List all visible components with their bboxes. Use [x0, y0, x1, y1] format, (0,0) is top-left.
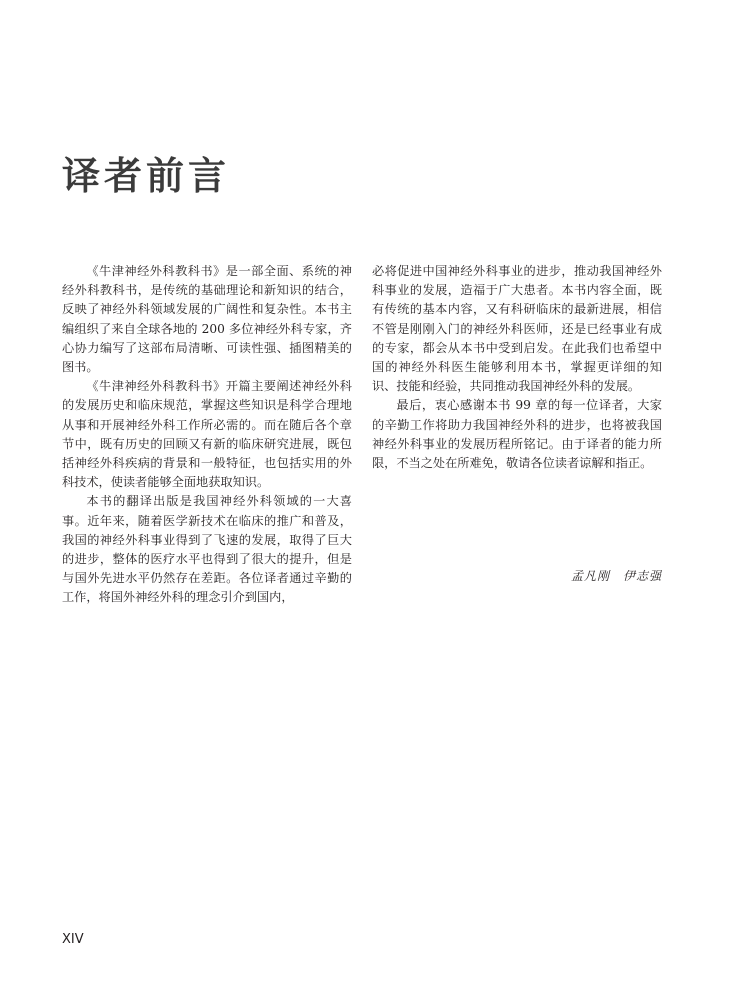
preface-paragraph-2: 《牛津神经外科教科书》开篇主要阐述神经外科的发展历史和临床规范，掌握这些知识是科学合理地从事和开展神经外科工作所必需的。而在随后各个章节中，既有历史的回顾又有新的临床研究进展，既包括神经外科疾病的背景和一般特征，也包括实用的外科技术，使读者能够全面地获取知识。 [62, 379, 352, 490]
text-column-left [62, 262, 352, 608]
preface-paragraph-3: 本书的翻译出版是我国神经外科领域的一大喜事。近年来，随着医学新技术在临床的推广和普及，我国的神经外科事业得到了飞速的发展，取得了巨大的进步，整体的医疗水平也得到了很大的提升，但是与国外先进水平仍然存在差距。各位译者通过辛勤的工作，将国外神经外科的理念引介到国内， [62, 494, 352, 605]
preface-paragraph-3-continued: 必将促进中国神经外科事业的进步，推动我国神经外科事业的发展，造福于广大患者。本书内容全面，既有传统的基本内容，又有科研临床的最新进展，相信不管是刚刚入门的神经外科医师，还是已经事业有成的专家，都会从本书中受到启发。在此我们也希望中国的神经外科医生能够利用本书，掌握更详细的知识、技能和经验，共同推动我国神经外科的发展。 [372, 264, 662, 394]
preface-paragraph-1: 《牛津神经外科教科书》是一部全面、系统的神经外科教科书，是传统的基础理论和新知识的结合，反映了神经外科领域发展的广阔性和复杂性。本书主编组织了来自全球各地的 200 多位神经外科专家，齐心协力编写了这部布局清晰、可读性强、插图精美的图书。 [62, 264, 352, 375]
text-column-right [372, 262, 662, 473]
translator-signature: 孟凡刚 伊志强 [570, 569, 662, 583]
page-number: XIV [62, 932, 84, 947]
page-title: 译者前言 [62, 154, 231, 198]
preface-paragraph-4: 最后，衷心感谢本书 99 章的每一位译者，大家的辛勤工作将助力我国神经外科的进步，也将被我国神经外科事业的发展历程所铭记。由于译者的能力所限，不当之处在所难免，敬请各位读者谅解和指正。 [372, 398, 662, 471]
